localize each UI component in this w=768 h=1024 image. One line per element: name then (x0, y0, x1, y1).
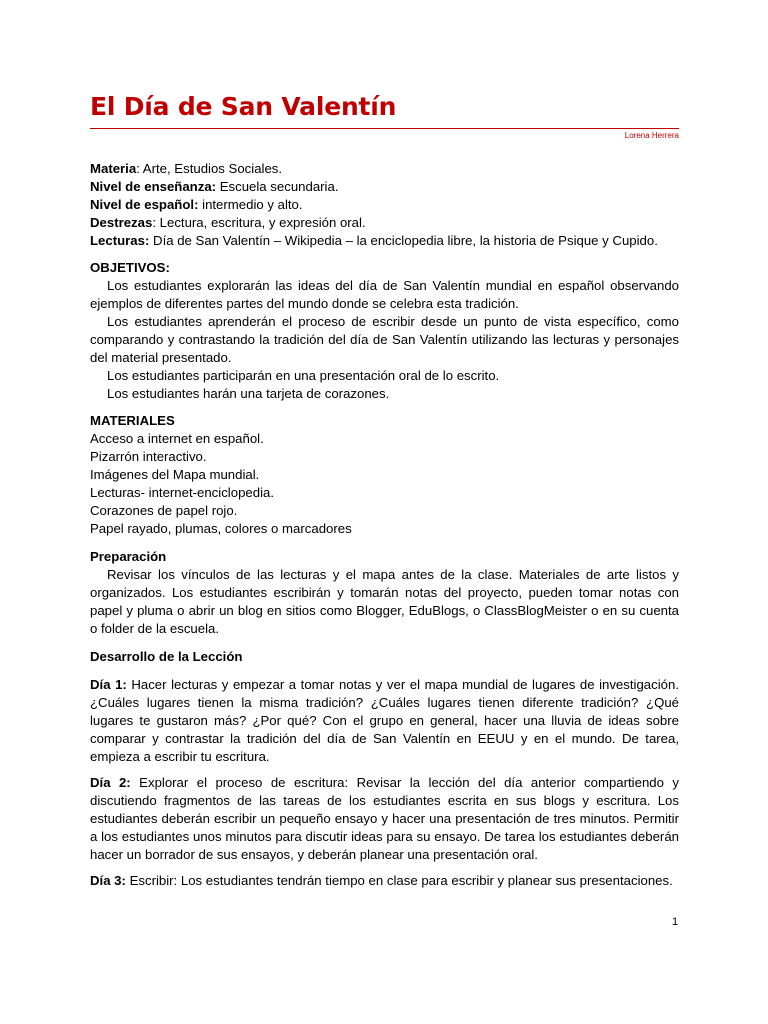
materiales-heading: MATERIALES (90, 413, 175, 428)
meta-label: Lecturas: (90, 233, 150, 248)
meta-materia (90, 160, 679, 178)
meta-value: Arte, Estudios Sociales. (139, 161, 283, 176)
meta-nivel-espanol (90, 196, 679, 214)
document-title: El Día de San Valentín (90, 92, 397, 121)
day-text: Explorar el proceso de escritura: Revisar la lección del día anterior compartiendo y discutiendo fragmentos de las tareas de los estudiantes escrita en sus blogs y escritura. Los estudiantes deberán escribir un pequeño ensayo y hacer una presentación de tres minutos. Permitir a los estudiantes unos minutos para discutir ideas para su ensayo. De tarea los estudiantes deberán hacer un borrador de sus ensayos, y deberán planear una presentación oral. (90, 775, 679, 862)
day-label: Día 1: (90, 677, 127, 692)
meta-value: Lectura, escritura, y expresión oral. (155, 215, 366, 230)
preparacion-text: Revisar los vínculos de las lecturas y el mapa antes de la clase. Materiales de arte listos y organizados. Los estudiantes escribirán y tomarán notas del proyecto, pueden tomar notas con papel y pluma o abrir un blog en sitios como Blogger, EduBlogs, o ClassBlogMeister o en su cuenta o folder de la escuela. (90, 567, 679, 636)
meta-label: Destrezas (90, 215, 153, 230)
author-name: Lorena Herrera (624, 131, 679, 140)
day-label: Día 2: (90, 775, 131, 790)
meta-value: intermedio y alto. (198, 197, 303, 212)
meta-section (90, 160, 679, 250)
material-item: Pizarrón interactivo. (90, 449, 207, 464)
material-item: Acceso a internet en español. (90, 431, 264, 446)
material-item: Papel rayado, plumas, colores o marcadores (90, 521, 352, 536)
meta-sep: : (136, 161, 140, 176)
day-text: Escribir: Los estudiantes tendrán tiempo en clase para escribir y planear sus presentaciones. (125, 873, 673, 888)
day-1-paragraph (90, 676, 679, 766)
objetivos-heading: OBJETIVOS: (90, 260, 170, 275)
material-item: Imágenes del Mapa mundial. (90, 467, 260, 482)
meta-destrezas (90, 214, 679, 232)
day-text: Hacer lecturas y empezar a tomar notas y ver el mapa mundial de lugares de investigación. ¿Cuáles lugares tienen la misma tradición? ¿Cuáles lugares tienen diferente tradición? ¿Qué lugares te gustaron más? ¿Por qué? Con el grupo en general, hacer una lluvia de ideas sobre comparar y contrastar la tradición del día de San Valentín en EEUU y en el mundo. De tarea, empieza a escribir tu escritura. (90, 677, 679, 764)
objetivo-item: Los estudiantes aprenderán el proceso de escribir desde un punto de vista específico, como comparando y contrastando la tradición del día de San Valentín utilizando las lecturas y personajes del material presentado. (90, 314, 679, 365)
material-item: Corazones de papel rojo. (90, 503, 238, 518)
day-2-paragraph (90, 774, 679, 864)
desarrollo-heading: Desarrollo de la Lección (90, 649, 243, 664)
meta-value: Día de San Valentín – Wikipedia – la enciclopedia libre, la historia de Psique y Cupido. (149, 233, 658, 248)
meta-nivel-ensenanza (90, 178, 679, 196)
meta-lecturas (90, 232, 679, 250)
meta-label: Materia (90, 161, 137, 176)
objetivo-item: Los estudiantes harán una tarjeta de corazones. (107, 386, 390, 401)
document-body (90, 160, 679, 890)
meta-label: Nivel de enseñanza: (90, 179, 217, 194)
day-label: Día 3: (90, 873, 126, 888)
material-item: Lecturas- internet-enciclopedia. (90, 485, 274, 500)
meta-value: Escuela secundaria. (216, 179, 339, 194)
objetivo-item: Los estudiantes explorarán las ideas del día de San Valentín mundial en español observando ejemplos de diferentes partes del mundo donde se celebra esta tradición. (90, 278, 679, 311)
preparacion-heading: Preparación (90, 549, 167, 564)
meta-label: Nivel de español: (90, 197, 199, 212)
objetivo-item: Los estudiantes participarán en una presentación oral de lo escrito. (107, 368, 500, 383)
title-rule (90, 128, 679, 129)
meta-sep: : (152, 215, 156, 230)
page-number: 1 (672, 916, 679, 928)
day-3-paragraph (90, 872, 679, 890)
